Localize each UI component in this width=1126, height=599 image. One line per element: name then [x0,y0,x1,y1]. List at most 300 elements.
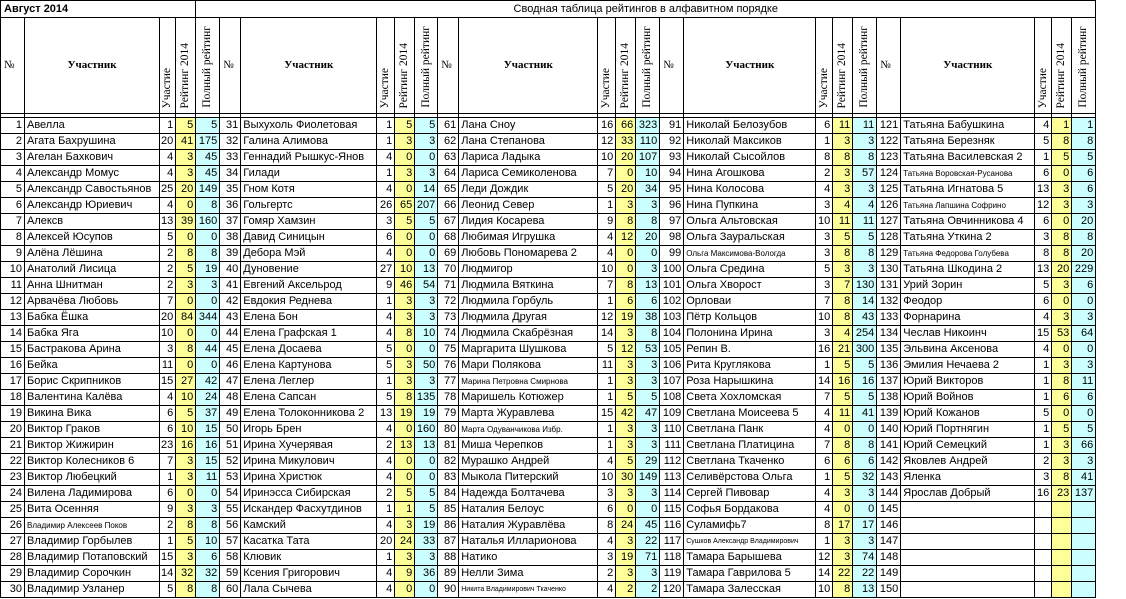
row-number[interactable]: 37 [220,214,241,230]
rating-2014[interactable]: 3 [1052,310,1072,326]
row-number[interactable]: 43 [220,310,241,326]
row-number[interactable]: 33 [220,150,241,166]
row-number[interactable]: 81 [438,438,459,454]
participation-count[interactable]: 5 [377,390,395,406]
full-rating[interactable]: 3 [853,534,877,550]
full-rating[interactable]: 20 [1072,246,1096,262]
full-rating[interactable]: 0 [636,246,660,262]
rating-2014[interactable] [1052,534,1072,550]
participation-count[interactable]: 6 [1035,294,1052,310]
participation-count[interactable]: 4 [377,182,395,198]
row-number[interactable]: 88 [438,550,459,566]
full-rating[interactable]: 0 [853,422,877,438]
row-number[interactable]: 3 [1,150,25,166]
participant-name[interactable]: Николай Максиков [684,134,816,150]
participation-count[interactable]: 1 [816,358,833,374]
row-number[interactable]: 58 [220,550,241,566]
participation-count[interactable]: 1 [1035,150,1052,166]
full-rating[interactable]: 8 [853,438,877,454]
row-number[interactable]: 53 [220,470,241,486]
participation-count[interactable]: 25 [160,182,176,198]
participant-name[interactable]: Эмилия Нечаева 2 [901,358,1035,374]
participant-name[interactable]: Владимир Узланер [25,582,160,598]
row-number[interactable]: 91 [660,118,684,134]
rating-2014[interactable]: 3 [1052,358,1072,374]
participation-count[interactable]: 4 [816,406,833,422]
participation-count[interactable]: 7 [816,294,833,310]
full-rating[interactable]: 74 [853,550,877,566]
participant-name[interactable]: Татьяна Шкодина 2 [901,262,1035,278]
full-rating[interactable]: 3 [196,278,220,294]
rating-2014[interactable]: 5 [176,406,196,422]
participation-count[interactable]: 5 [598,342,616,358]
participant-name[interactable]: Орловаи [684,294,816,310]
participation-count[interactable]: 1 [816,134,833,150]
participation-count[interactable]: 14 [816,374,833,390]
participation-count[interactable]: 1 [1035,438,1052,454]
rating-2014[interactable]: 3 [616,358,636,374]
participant-name[interactable]: Мурашко Андрей [459,454,598,470]
full-rating[interactable]: 149 [196,182,220,198]
row-number[interactable]: 39 [220,246,241,262]
row-number[interactable]: 124 [877,166,901,182]
participation-count[interactable]: 4 [377,246,395,262]
participant-name[interactable]: Ирина Христюк [241,470,377,486]
rating-2014[interactable]: 3 [1052,438,1072,454]
full-rating[interactable]: 3 [1072,358,1096,374]
participation-count[interactable]: 6 [160,422,176,438]
rating-2014[interactable]: 20 [1052,262,1072,278]
participant-name[interactable]: Юрий Викторов [901,374,1035,390]
rating-2014[interactable]: 3 [1052,278,1072,294]
rating-2014[interactable]: 3 [833,486,853,502]
rating-2014[interactable]: 3 [176,278,196,294]
participation-count[interactable]: 5 [160,582,176,598]
row-number[interactable]: 105 [660,342,684,358]
participant-name[interactable]: Сергей Пивовар [684,486,816,502]
rating-2014[interactable]: 46 [395,278,415,294]
rating-2014[interactable] [1052,582,1072,598]
row-number[interactable]: 95 [660,182,684,198]
full-rating[interactable]: 3 [1072,454,1096,470]
participation-count[interactable]: 6 [816,454,833,470]
rating-2014[interactable]: 3 [616,486,636,502]
full-rating[interactable]: 22 [636,534,660,550]
row-number[interactable]: 57 [220,534,241,550]
rating-2014[interactable]: 6 [1052,390,1072,406]
full-rating[interactable]: 8 [196,518,220,534]
participation-count[interactable]: 10 [816,582,833,598]
row-number[interactable]: 68 [438,230,459,246]
row-number[interactable]: 73 [438,310,459,326]
participant-name[interactable]: Лала Сычева [241,582,377,598]
participant-name[interactable]: Людмила Вяткина [459,278,598,294]
full-rating[interactable]: 20 [1072,214,1096,230]
participation-count[interactable] [1035,550,1052,566]
row-number[interactable]: 121 [877,118,901,134]
participation-count[interactable]: 4 [816,182,833,198]
participation-count[interactable]: 2 [160,246,176,262]
participation-count[interactable]: 3 [598,486,616,502]
row-number[interactable]: 123 [877,150,901,166]
participant-name[interactable]: Софья Бордакова [684,502,816,518]
participation-count[interactable]: 4 [160,150,176,166]
participation-count[interactable] [1035,566,1052,582]
full-rating[interactable]: 5 [415,118,438,134]
row-number[interactable]: 129 [877,246,901,262]
participation-count[interactable]: 4 [377,470,395,486]
rating-2014[interactable]: 3 [616,534,636,550]
full-rating[interactable]: 8 [196,582,220,598]
rating-2014[interactable]: 11 [833,118,853,134]
participant-name[interactable] [901,518,1035,534]
full-rating[interactable]: 0 [415,230,438,246]
participation-count[interactable]: 7 [598,278,616,294]
participant-name[interactable]: Марта Одуванчикова Избр. [459,422,598,438]
participant-name[interactable]: Чеслав Никоинч [901,326,1035,342]
rating-2014[interactable]: 0 [616,246,636,262]
rating-2014[interactable]: 3 [616,438,636,454]
full-rating[interactable]: 3 [853,134,877,150]
full-rating[interactable]: 135 [415,390,438,406]
full-rating[interactable]: 323 [636,118,660,134]
participation-count[interactable]: 7 [598,166,616,182]
participant-name[interactable]: Юрий Портнягин [901,422,1035,438]
rating-2014[interactable]: 30 [616,470,636,486]
row-number[interactable]: 48 [220,390,241,406]
rating-2014[interactable]: 20 [176,182,196,198]
full-rating[interactable]: 0 [853,502,877,518]
row-number[interactable]: 82 [438,454,459,470]
rating-2014[interactable]: 8 [1052,470,1072,486]
participation-count[interactable]: 6 [1035,166,1052,182]
participant-name[interactable]: Нина Агошкова [684,166,816,182]
rating-2014[interactable]: 5 [1052,150,1072,166]
participant-name[interactable]: Пётр Кольцов [684,310,816,326]
participant-name[interactable]: Викина Вика [25,406,160,422]
participant-name[interactable]: Любовь Пономарева 2 [459,246,598,262]
row-number[interactable]: 10 [1,262,25,278]
participation-count[interactable]: 4 [377,422,395,438]
row-number[interactable]: 120 [660,582,684,598]
rating-2014[interactable]: 9 [395,566,415,582]
participation-count[interactable] [1035,582,1052,598]
rating-2014[interactable]: 0 [395,246,415,262]
participation-count[interactable]: 4 [160,198,176,214]
rating-2014[interactable]: 3 [1052,454,1072,470]
rating-2014[interactable]: 5 [833,230,853,246]
participation-count[interactable]: 6 [377,230,395,246]
participation-count[interactable]: 1 [377,550,395,566]
participation-count[interactable]: 5 [1035,278,1052,294]
participation-count[interactable]: 5 [1035,134,1052,150]
rating-2014[interactable]: 13 [395,438,415,454]
participation-count[interactable]: 2 [160,518,176,534]
participant-name[interactable]: Ольга Средина [684,262,816,278]
participant-name[interactable]: Камский [241,518,377,534]
participation-count[interactable]: 1 [598,294,616,310]
full-rating[interactable]: 107 [636,150,660,166]
participation-count[interactable]: 3 [816,278,833,294]
rating-2014[interactable]: 0 [1052,214,1072,230]
participation-count[interactable]: 11 [598,358,616,374]
full-rating[interactable]: 6 [636,294,660,310]
full-rating[interactable]: 0 [196,486,220,502]
participation-count[interactable]: 16 [816,342,833,358]
participation-count[interactable]: 7 [816,438,833,454]
participation-count[interactable]: 4 [598,230,616,246]
participation-count[interactable]: 15 [160,550,176,566]
participant-name[interactable]: Яленка [901,470,1035,486]
full-rating[interactable]: 3 [636,566,660,582]
participation-count[interactable]: 8 [1035,246,1052,262]
full-rating[interactable]: 3 [415,310,438,326]
participant-name[interactable]: Людмила Горбуль [459,294,598,310]
rating-2014[interactable]: 0 [395,150,415,166]
participant-name[interactable]: Иринэсса Сибирская [241,486,377,502]
row-number[interactable]: 69 [438,246,459,262]
participant-name[interactable]: Владимир Потаповский [25,550,160,566]
participation-count[interactable]: 3 [816,230,833,246]
participant-name[interactable]: Николай Белозубов [684,118,816,134]
full-rating[interactable]: 45 [196,150,220,166]
participation-count[interactable]: 8 [816,150,833,166]
rating-2014[interactable]: 17 [833,518,853,534]
participant-name[interactable]: Бейка [25,358,160,374]
participant-name[interactable]: Ирина Микулович [241,454,377,470]
full-rating[interactable]: 3 [853,262,877,278]
participant-name[interactable]: Виктор Любецкий [25,470,160,486]
full-rating[interactable]: 0 [415,454,438,470]
rating-2014[interactable]: 0 [833,502,853,518]
rating-2014[interactable]: 8 [833,150,853,166]
participant-name[interactable]: Авелла [25,118,160,134]
rating-2014[interactable]: 12 [616,230,636,246]
rating-2014[interactable]: 3 [395,310,415,326]
participation-count[interactable]: 10 [598,470,616,486]
participation-count[interactable]: 1 [160,118,176,134]
full-rating[interactable]: 20 [636,230,660,246]
participant-name[interactable]: Елена Леглер [241,374,377,390]
row-number[interactable]: 62 [438,134,459,150]
rating-2014[interactable]: 19 [616,310,636,326]
full-rating[interactable]: 6 [1072,166,1096,182]
participant-name[interactable]: Геннадий Рышкус-Янов [241,150,377,166]
rating-2014[interactable]: 10 [176,422,196,438]
rating-2014[interactable]: 65 [395,198,415,214]
row-number[interactable]: 111 [660,438,684,454]
rating-2014[interactable]: 5 [833,390,853,406]
full-rating[interactable]: 15 [196,454,220,470]
full-rating[interactable]: 10 [196,534,220,550]
rating-2014[interactable]: 0 [176,198,196,214]
row-number[interactable]: 147 [877,534,901,550]
participation-count[interactable]: 13 [377,406,395,422]
row-number[interactable]: 135 [877,342,901,358]
participant-name[interactable]: Виктор Жижирин [25,438,160,454]
rating-2014[interactable]: 3 [395,518,415,534]
row-number[interactable]: 98 [660,230,684,246]
full-rating[interactable]: 11 [853,214,877,230]
full-rating[interactable]: 42 [196,374,220,390]
participant-name[interactable]: Искандер Фасхутдинов [241,502,377,518]
participation-count[interactable]: 4 [598,246,616,262]
rating-2014[interactable]: 41 [176,134,196,150]
rating-2014[interactable]: 53 [1052,326,1072,342]
row-number[interactable]: 1 [1,118,25,134]
participation-count[interactable]: 4 [598,454,616,470]
row-number[interactable]: 14 [1,326,25,342]
rating-2014[interactable] [1052,502,1072,518]
rating-2014[interactable]: 5 [1052,422,1072,438]
participation-count[interactable]: 2 [160,262,176,278]
rating-2014[interactable]: 7 [833,278,853,294]
participant-name[interactable]: Светлана Моисеева 5 [684,406,816,422]
rating-2014[interactable]: 20 [616,150,636,166]
full-rating[interactable]: 0 [196,294,220,310]
rating-2014[interactable]: 8 [833,438,853,454]
full-rating[interactable]: 0 [415,582,438,598]
rating-2014[interactable]: 16 [833,374,853,390]
rating-2014[interactable]: 0 [176,326,196,342]
full-rating[interactable]: 34 [636,182,660,198]
participation-count[interactable]: 1 [377,502,395,518]
full-rating[interactable]: 3 [415,550,438,566]
rating-2014[interactable]: 3 [176,470,196,486]
full-rating[interactable]: 3 [636,262,660,278]
participation-count[interactable] [1035,518,1052,534]
participant-name[interactable]: Александр Юриевич [25,198,160,214]
participation-count[interactable]: 8 [598,518,616,534]
row-number[interactable]: 61 [438,118,459,134]
participant-name[interactable]: Татьяна Игнатова 5 [901,182,1035,198]
rating-2014[interactable]: 4 [833,326,853,342]
rating-2014[interactable]: 5 [176,262,196,278]
rating-2014[interactable]: 8 [176,342,196,358]
participation-count[interactable]: 1 [1035,422,1052,438]
participation-count[interactable]: 14 [598,326,616,342]
row-number[interactable]: 15 [1,342,25,358]
rating-2014[interactable]: 19 [395,406,415,422]
row-number[interactable]: 126 [877,198,901,214]
full-rating[interactable]: 5 [1072,150,1096,166]
participation-count[interactable]: 5 [160,230,176,246]
participation-count[interactable]: 1 [816,470,833,486]
row-number[interactable]: 42 [220,294,241,310]
participation-count[interactable]: 5 [377,358,395,374]
rating-2014[interactable]: 0 [176,358,196,374]
participant-name[interactable]: Арвачёва Любовь [25,294,160,310]
full-rating[interactable]: 0 [636,502,660,518]
participant-name[interactable]: Никита Владимирович Ткаченко [459,582,598,598]
participant-name[interactable]: Светлана Ткаченко [684,454,816,470]
participation-count[interactable]: 5 [598,182,616,198]
full-rating[interactable]: 8 [1072,230,1096,246]
rating-2014[interactable]: 3 [176,454,196,470]
participant-name[interactable]: Бабка Ёшка [25,310,160,326]
row-number[interactable]: 72 [438,294,459,310]
full-rating[interactable]: 0 [415,150,438,166]
full-rating[interactable] [1072,550,1096,566]
full-rating[interactable]: 13 [853,582,877,598]
row-number[interactable]: 109 [660,406,684,422]
row-number[interactable]: 103 [660,310,684,326]
row-number[interactable]: 50 [220,422,241,438]
rating-2014[interactable]: 0 [395,454,415,470]
participant-name[interactable]: Миша Черепков [459,438,598,454]
full-rating[interactable]: 5 [415,502,438,518]
participation-count[interactable]: 4 [377,582,395,598]
participant-name[interactable]: Светлана Панк [684,422,816,438]
participation-count[interactable]: 14 [816,566,833,582]
row-number[interactable]: 38 [220,230,241,246]
full-rating[interactable]: 3 [636,438,660,454]
participation-count[interactable]: 1 [377,294,395,310]
full-rating[interactable]: 11 [1072,374,1096,390]
participant-name[interactable]: Татьяна Василевская 2 [901,150,1035,166]
participant-name[interactable]: Валентина Калёва [25,390,160,406]
row-number[interactable]: 134 [877,326,901,342]
full-rating[interactable]: 66 [1072,438,1096,454]
full-rating[interactable]: 254 [853,326,877,342]
full-rating[interactable]: 33 [415,534,438,550]
full-rating[interactable]: 41 [853,406,877,422]
participant-name[interactable]: Урий Зорин [901,278,1035,294]
participation-count[interactable]: 2 [598,566,616,582]
participation-count[interactable]: 13 [1035,262,1052,278]
full-rating[interactable]: 24 [196,390,220,406]
full-rating[interactable]: 300 [853,342,877,358]
participation-count[interactable]: 3 [1035,470,1052,486]
participation-count[interactable]: 4 [377,566,395,582]
row-number[interactable]: 49 [220,406,241,422]
row-number[interactable]: 75 [438,342,459,358]
row-number[interactable]: 32 [220,134,241,150]
participation-count[interactable]: 2 [160,278,176,294]
full-rating[interactable]: 4 [853,198,877,214]
participation-count[interactable]: 1 [1035,390,1052,406]
row-number[interactable]: 20 [1,422,25,438]
rating-2014[interactable]: 0 [395,342,415,358]
participant-name[interactable]: Феодор [901,294,1035,310]
rating-2014[interactable]: 0 [1052,342,1072,358]
row-number[interactable]: 64 [438,166,459,182]
participant-name[interactable] [901,502,1035,518]
participant-name[interactable]: Марта Журавлева [459,406,598,422]
participant-name[interactable]: Людмила Скабрёзная [459,326,598,342]
row-number[interactable]: 142 [877,454,901,470]
rating-2014[interactable]: 0 [1052,166,1072,182]
row-number[interactable]: 113 [660,470,684,486]
participant-name[interactable]: Наталия Белоус [459,502,598,518]
participant-name[interactable]: Маргарита Шушкова [459,342,598,358]
row-number[interactable]: 46 [220,358,241,374]
full-rating[interactable]: 47 [636,406,660,422]
full-rating[interactable]: 8 [636,214,660,230]
full-rating[interactable]: 11 [196,470,220,486]
full-rating[interactable]: 5 [636,390,660,406]
participant-name[interactable]: Маришель Котюжер [459,390,598,406]
row-number[interactable]: 101 [660,278,684,294]
participation-count[interactable]: 5 [377,342,395,358]
participant-name[interactable]: Светлана Платицина [684,438,816,454]
participation-count[interactable]: 15 [160,374,176,390]
participation-count[interactable]: 4 [816,502,833,518]
participant-name[interactable]: Дуновение [241,262,377,278]
row-number[interactable]: 139 [877,406,901,422]
participant-name[interactable]: Вилена Ладимирова [25,486,160,502]
participation-count[interactable]: 20 [160,310,176,326]
